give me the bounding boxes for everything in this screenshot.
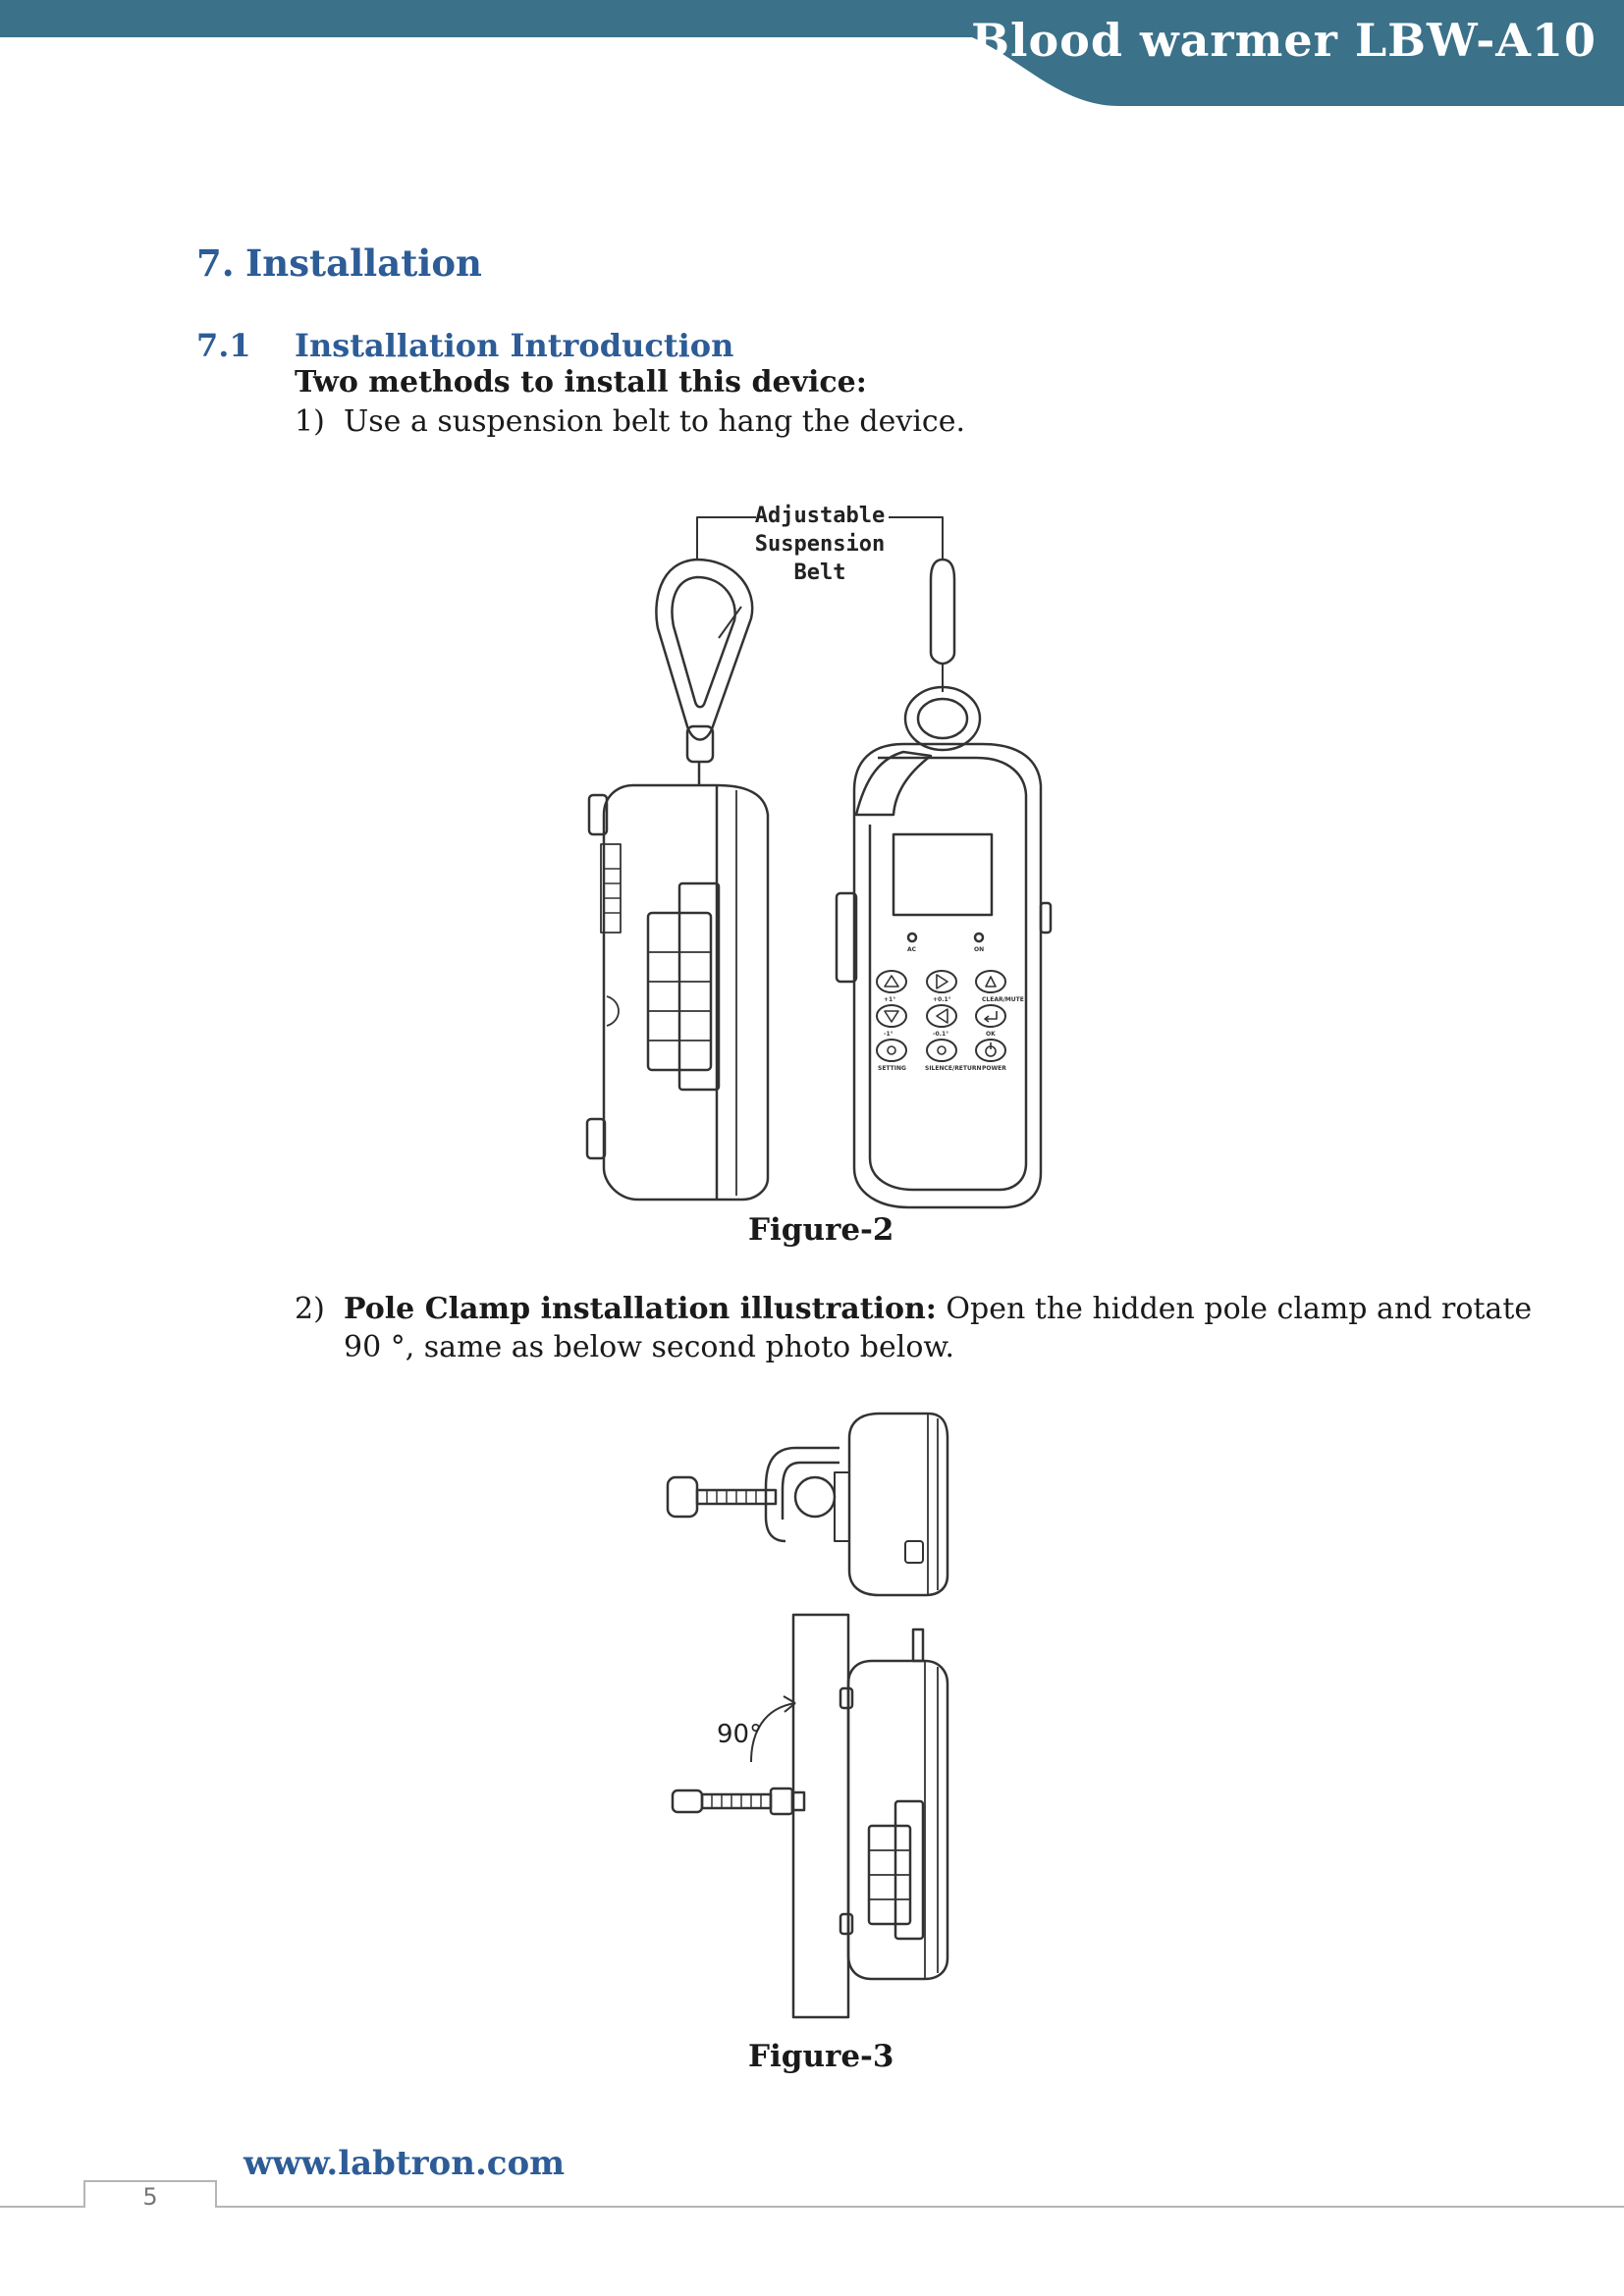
method-1-text: Use a suspension belt to hang the device. xyxy=(344,404,966,439)
callout-line-3: Belt xyxy=(793,561,846,585)
figure-2-caption: Figure-2 xyxy=(748,1212,894,1248)
callout-line-1: Adjustable xyxy=(754,504,886,528)
panel-label-power: POWER xyxy=(982,1065,1006,1072)
method-1-marker: 1) xyxy=(295,404,325,439)
method-2-text-1: Open the hidden pole clamp and rotate xyxy=(936,1292,1533,1326)
callout-line-2: Suspension xyxy=(754,532,886,557)
angle-label: 90° xyxy=(717,1720,763,1749)
panel-label-ok: OK xyxy=(986,1031,996,1038)
subsection-title: Installation Introduction xyxy=(295,327,734,364)
footer-website-link[interactable]: www.labtron.com xyxy=(244,2144,566,2183)
figure-2-illustration xyxy=(550,491,1100,1217)
subsection-lead: Two methods to install this device: xyxy=(295,365,867,400)
figure-3-caption: Figure-3 xyxy=(748,2039,894,2074)
panel-label-up: +1° xyxy=(884,996,896,1003)
figure-3-illustration xyxy=(648,1404,982,2022)
panel-label-left: -0.1° xyxy=(933,1031,949,1038)
method-2-marker: 2) xyxy=(295,1292,325,1326)
panel-label-ac: AC xyxy=(907,946,917,953)
panel-label-on: ON xyxy=(974,946,985,953)
method-2-bold: Pole Clamp installation illustration: xyxy=(344,1292,937,1326)
panel-label-menu: SETTING xyxy=(878,1065,906,1072)
document-title: Blood warmer LBW-A10 xyxy=(971,14,1597,67)
section-number: 7. xyxy=(196,241,235,285)
page-number: 5 xyxy=(142,2183,158,2211)
subsection-number: 7.1 xyxy=(196,327,251,364)
panel-label-silence: SILENCE/RETURN xyxy=(925,1065,982,1072)
panel-label-alarm: CLEAR/MUTE xyxy=(982,996,1024,1003)
method-2-line-1 xyxy=(344,1292,1532,1326)
section-title: Installation xyxy=(245,241,482,285)
panel-label-right: +0.1° xyxy=(933,996,951,1003)
panel-label-down: -1° xyxy=(884,1031,893,1038)
method-2-line-2: 90 °, same as below second photo below. xyxy=(344,1330,955,1364)
